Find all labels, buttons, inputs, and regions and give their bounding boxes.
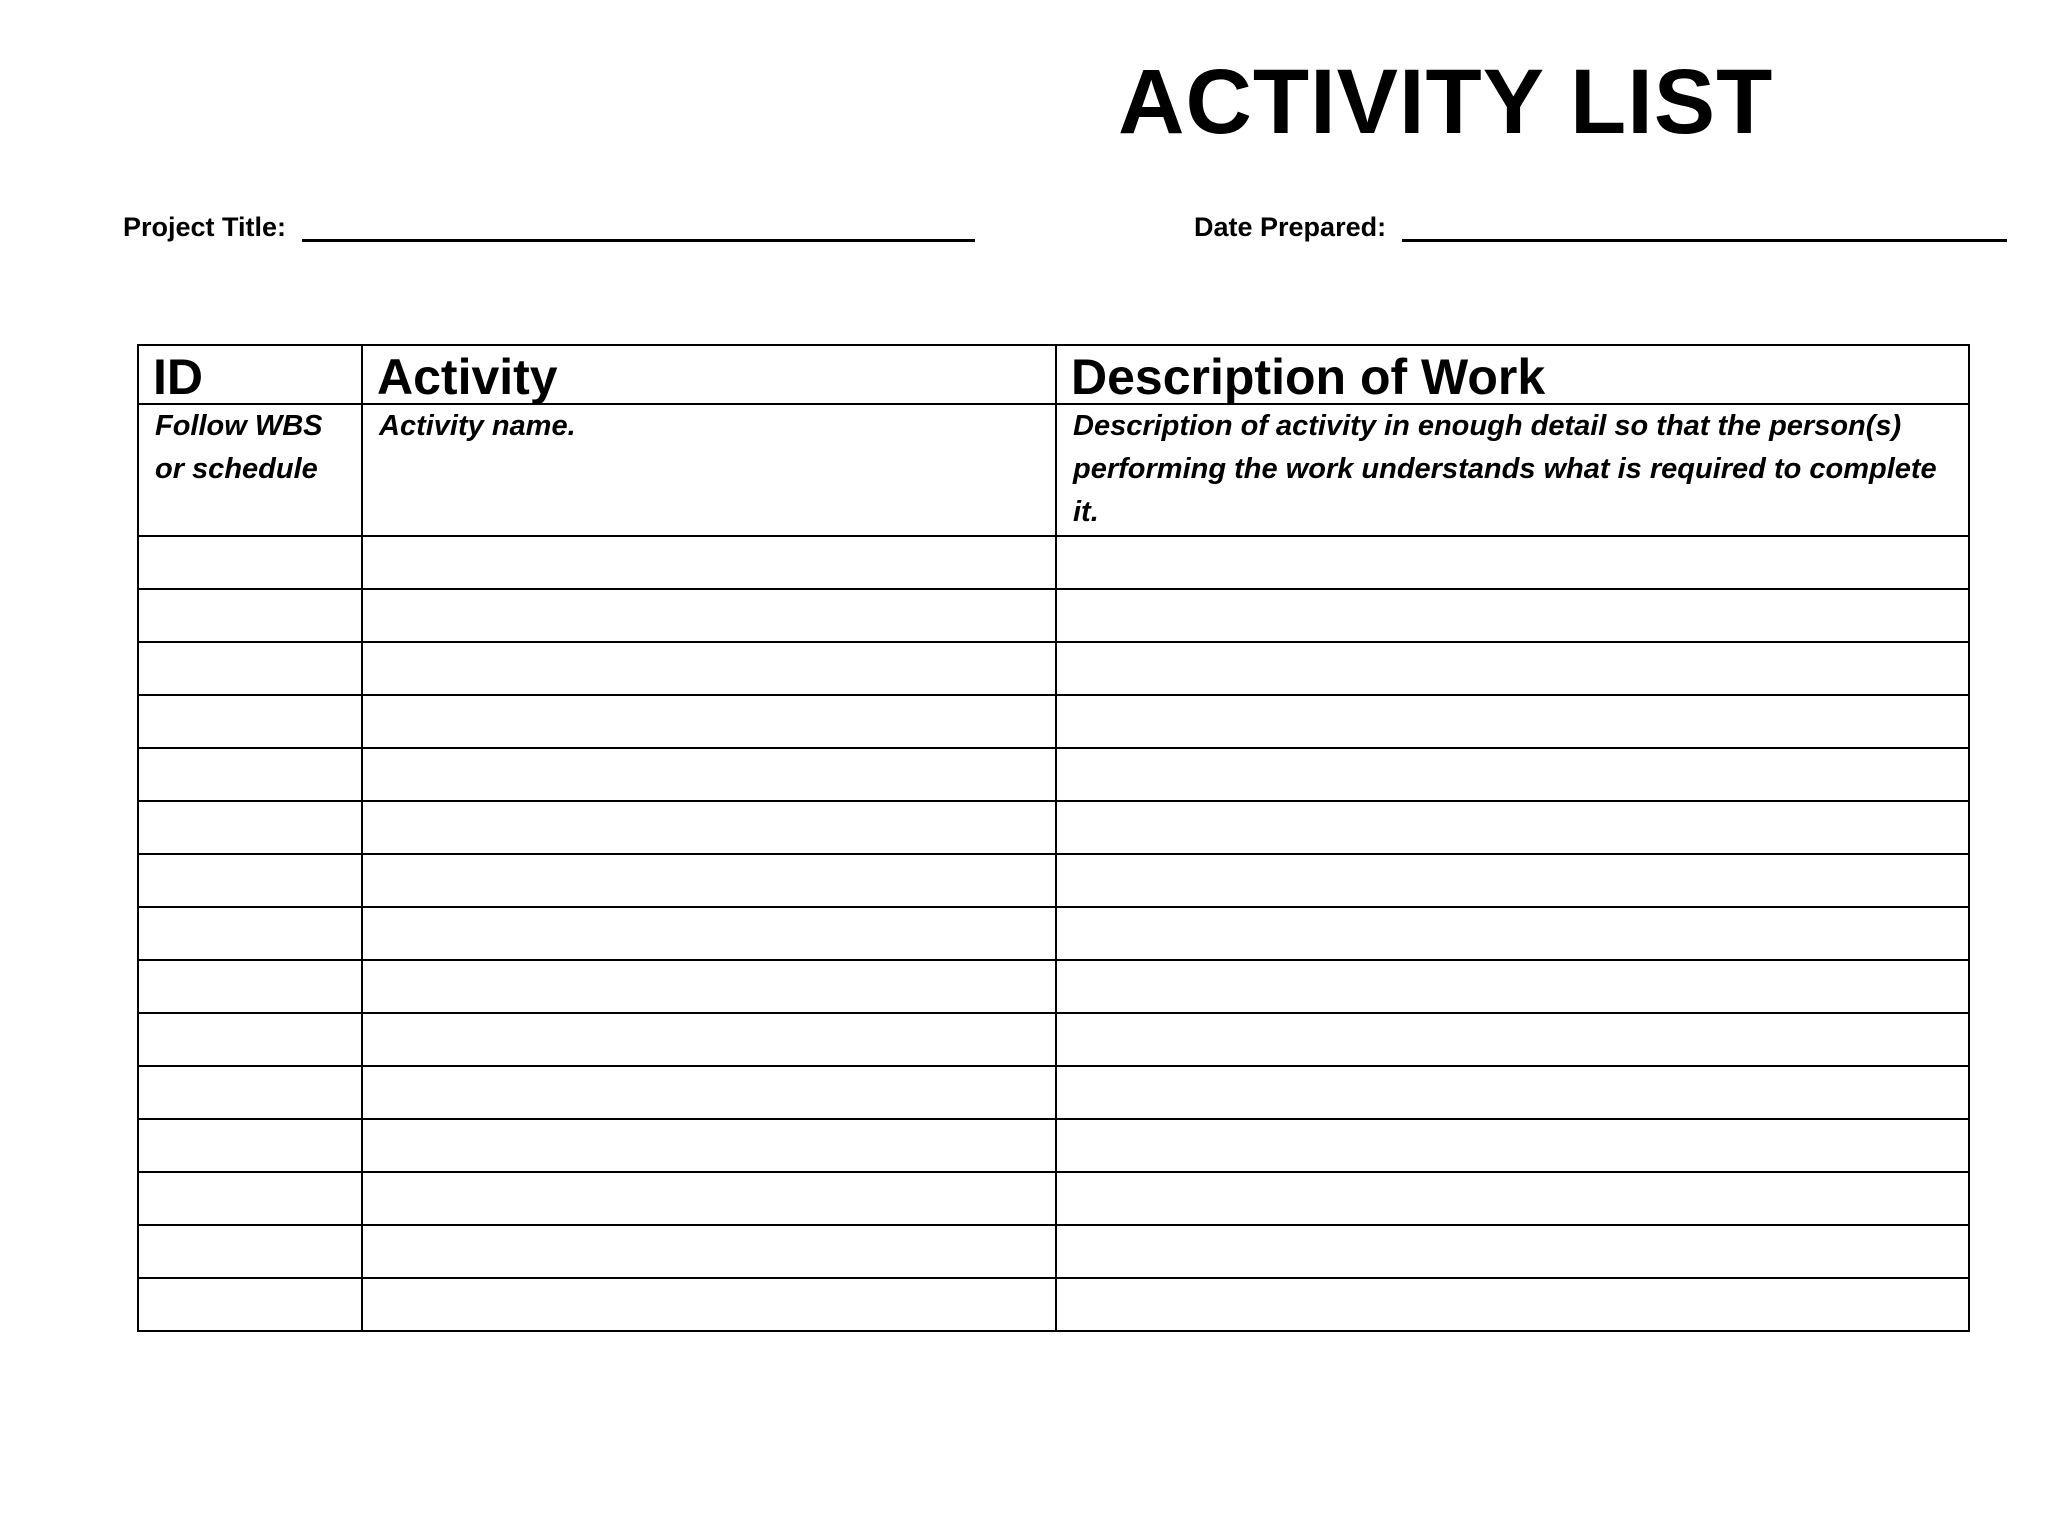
id-cell[interactable] xyxy=(138,1225,362,1278)
page-title: ACTIVITY LIST xyxy=(1118,51,1774,153)
table-row xyxy=(138,642,1969,695)
id-cell[interactable] xyxy=(138,907,362,960)
description-cell[interactable] xyxy=(1056,695,1969,748)
table-row xyxy=(138,1013,1969,1066)
description-cell[interactable] xyxy=(1056,1278,1969,1331)
activity-cell[interactable] xyxy=(362,589,1056,642)
header-description: Description of Work xyxy=(1056,345,1969,404)
activity-table xyxy=(137,344,1970,1332)
header-id: ID xyxy=(138,345,362,404)
description-cell[interactable] xyxy=(1056,589,1969,642)
id-cell[interactable] xyxy=(138,748,362,801)
date-prepared-field xyxy=(1194,208,2007,242)
activity-cell[interactable] xyxy=(362,854,1056,907)
table-row xyxy=(138,907,1969,960)
table-row xyxy=(138,536,1969,589)
id-cell[interactable] xyxy=(138,960,362,1013)
description-cell[interactable] xyxy=(1056,536,1969,589)
activity-cell[interactable] xyxy=(362,1119,1056,1172)
description-cell[interactable] xyxy=(1056,642,1969,695)
table-hint-row xyxy=(138,404,1969,536)
activity-cell[interactable] xyxy=(362,1066,1056,1119)
date-prepared-input-line[interactable] xyxy=(1402,209,2007,242)
description-cell[interactable] xyxy=(1056,1172,1969,1225)
project-title-input-line[interactable] xyxy=(302,209,975,242)
date-prepared-label: Date Prepared: xyxy=(1194,212,1387,242)
id-cell[interactable] xyxy=(138,1172,362,1225)
description-cell[interactable] xyxy=(1056,801,1969,854)
id-cell[interactable] xyxy=(138,589,362,642)
id-cell[interactable] xyxy=(138,1278,362,1331)
id-cell[interactable] xyxy=(138,536,362,589)
table-row xyxy=(138,589,1969,642)
activity-cell[interactable] xyxy=(362,748,1056,801)
id-cell[interactable] xyxy=(138,695,362,748)
description-cell[interactable] xyxy=(1056,907,1969,960)
id-cell[interactable] xyxy=(138,1119,362,1172)
table-row xyxy=(138,1278,1969,1331)
hint-activity: Activity name. xyxy=(362,404,1056,536)
table-row xyxy=(138,801,1969,854)
description-cell[interactable] xyxy=(1056,748,1969,801)
activity-cell[interactable] xyxy=(362,960,1056,1013)
table-row xyxy=(138,960,1969,1013)
id-cell[interactable] xyxy=(138,1066,362,1119)
table-row xyxy=(138,1225,1969,1278)
table-header-row xyxy=(138,345,1969,404)
description-cell[interactable] xyxy=(1056,1066,1969,1119)
description-cell[interactable] xyxy=(1056,960,1969,1013)
hint-id: Follow WBS or schedule xyxy=(138,404,362,536)
table-row xyxy=(138,695,1969,748)
project-title-label: Project Title: xyxy=(123,212,287,242)
description-cell[interactable] xyxy=(1056,1013,1969,1066)
id-cell[interactable] xyxy=(138,801,362,854)
description-cell[interactable] xyxy=(1056,1225,1969,1278)
table-row xyxy=(138,1119,1969,1172)
activity-cell[interactable] xyxy=(362,801,1056,854)
activity-cell[interactable] xyxy=(362,1225,1056,1278)
header-activity: Activity xyxy=(362,345,1056,404)
id-cell[interactable] xyxy=(138,642,362,695)
description-cell[interactable] xyxy=(1056,854,1969,907)
project-title-field xyxy=(123,208,975,242)
activity-cell[interactable] xyxy=(362,642,1056,695)
table-row xyxy=(138,854,1969,907)
hint-description: Description of activity in enough detail so that the person(s) performing the work understands what is required to complete it. xyxy=(1056,404,1969,536)
activity-cell[interactable] xyxy=(362,1013,1056,1066)
description-cell[interactable] xyxy=(1056,1119,1969,1172)
id-cell[interactable] xyxy=(138,854,362,907)
activity-cell[interactable] xyxy=(362,907,1056,960)
table-row xyxy=(138,748,1969,801)
activity-cell[interactable] xyxy=(362,536,1056,589)
table-row xyxy=(138,1172,1969,1225)
id-cell[interactable] xyxy=(138,1013,362,1066)
activity-cell[interactable] xyxy=(362,1278,1056,1331)
activity-cell[interactable] xyxy=(362,1172,1056,1225)
activity-cell[interactable] xyxy=(362,695,1056,748)
table-row xyxy=(138,1066,1969,1119)
